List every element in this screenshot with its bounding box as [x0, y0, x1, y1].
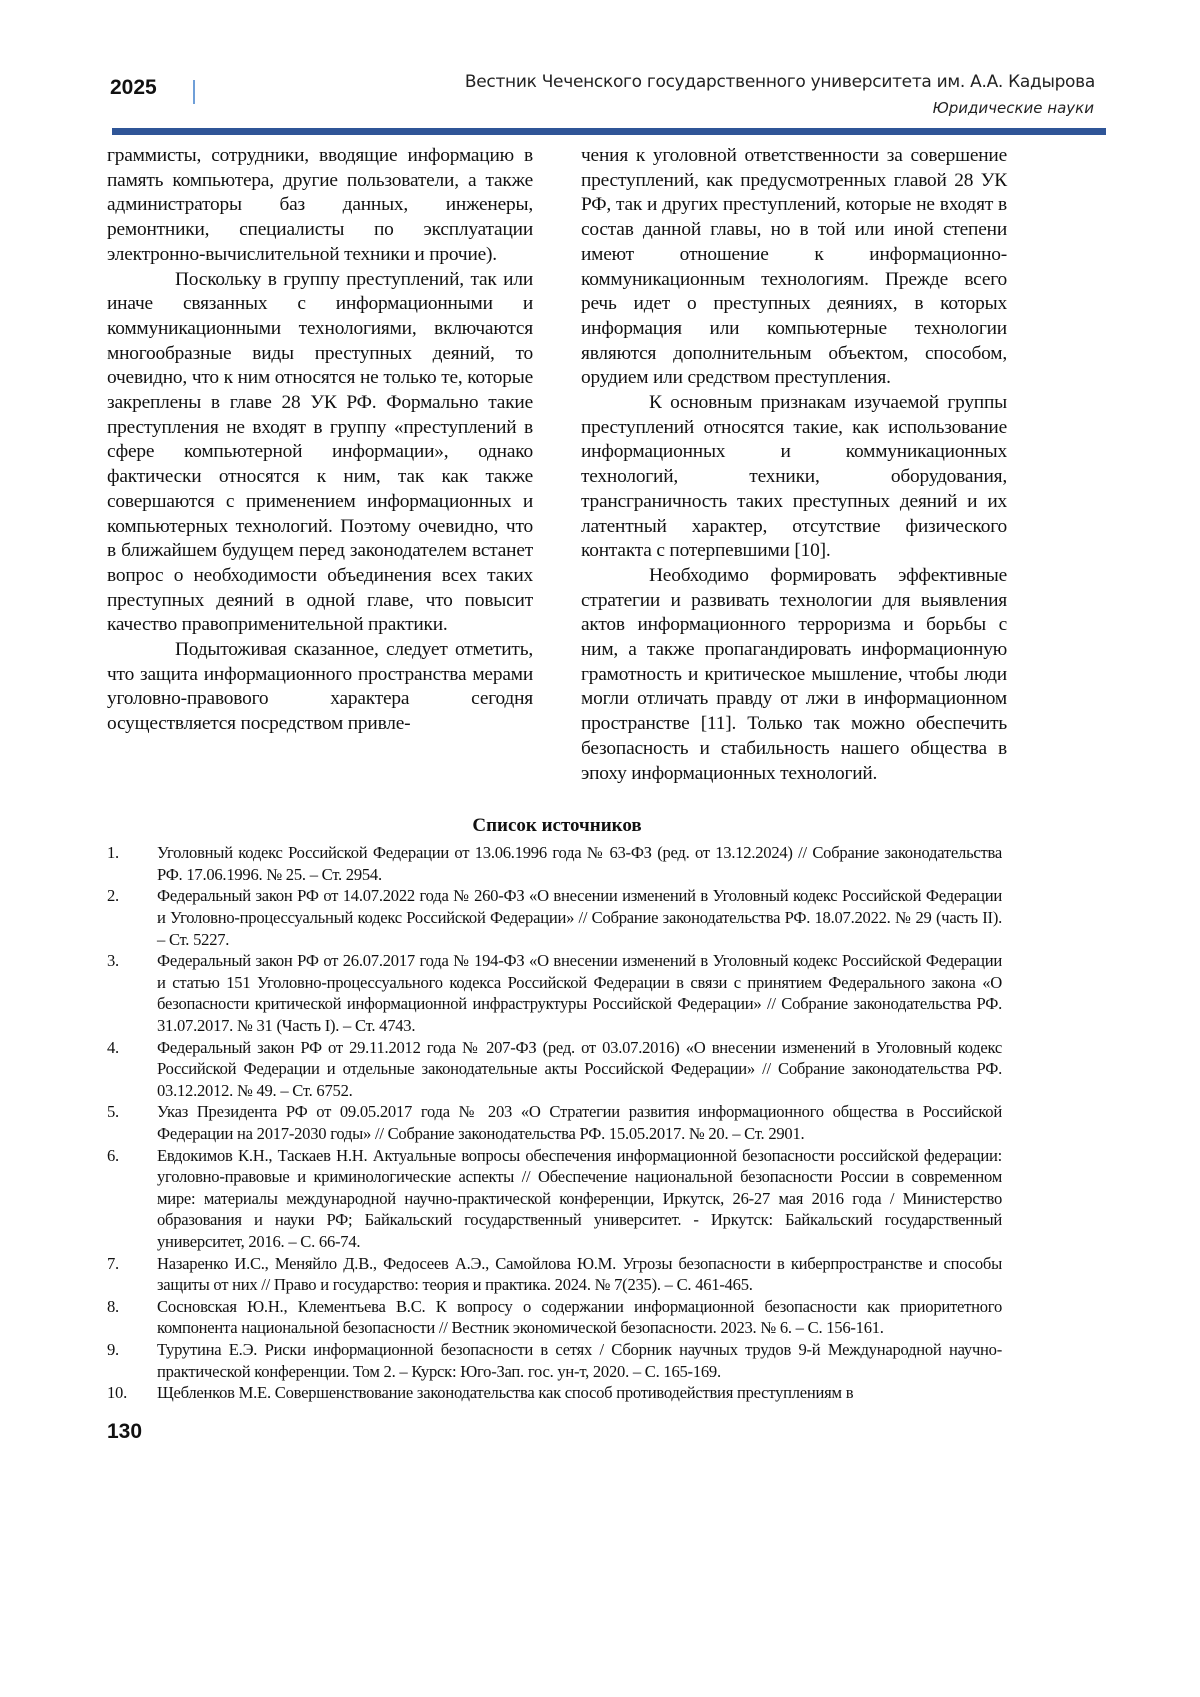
header-year: 2025	[110, 76, 157, 100]
reference-item	[107, 1296, 1002, 1339]
paragraph: Поскольку в группу преступлений, так или иначе связанных с информационными и коммуникационными технологиями, включаются многообразные виды преступных деяний, то очевидно, что к ним относятся не только те, которые закреплены в главе 28 УК РФ. Формально такие преступления не входят в группу «преступлений в сфере компьютерной информации», однако фактически относятся к ним, так как также совершаются с применением информационных и компьютерных технологий. Поэтому очевидно, что в ближайшем будущем перед законодателем встанет вопрос о необходимости объединения всех таких преступных деяний в одной главе, что повысит качество правоприменительной практики.	[107, 268, 533, 639]
reference-text: Турутина Е.Э. Риски информационной безопасности в сетях / Сборник научных трудов 9-й Международной научно-практической конференции. Том 2. – Курск: Юго-Зап. гос. ун-т, 2020. – С. 165-169.	[157, 1339, 1002, 1382]
reference-item	[107, 1101, 1002, 1144]
reference-text: Федеральный закон РФ от 14.07.2022 года № 260-ФЗ «О внесении изменений в Уголовный кодекс Российской Федерации и Уголовно-процессуальный кодекс Российской Федерации» // Собрание законодательства РФ. 18.07.2022. № 29 (часть II). – Ст. 5227.	[157, 885, 1002, 950]
references-list	[107, 842, 1002, 1403]
reference-number: 3.	[107, 950, 157, 1036]
reference-number: 8.	[107, 1296, 157, 1339]
journal-title: Вестник Чеченского государственного университета им. А.А. Кадырова	[465, 72, 1095, 92]
reference-number: 6.	[107, 1145, 157, 1253]
reference-text: Сосновская Ю.Н., Клементьева В.С. К вопросу о содержании информационной безопасности как приоритетного компонента национальной безопасности // Вестник экономической безопасности. 2023. № 6. – С. 156-161.	[157, 1296, 1002, 1339]
reference-text: Евдокимов К.Н., Таскаев Н.Н. Актуальные вопросы обеспечения информационной безопасности российской федерации: уголовно-правовые и криминологические аспекты // Обеспечение национальной безопасности России в современном мире: материалы международной научно-практической конференции, Иркутск, 26-27 мая 2016 года / Министерство образования и науки РФ; Байкальский государственный университет. - Иркутск: Байкальский государственный университет, 2016. – С. 66-74.	[157, 1145, 1002, 1253]
reference-text: Федеральный закон РФ от 29.11.2012 года № 207-ФЗ (ред. от 03.07.2016) «О внесении изменений в Уголовный кодекс Российской Федерации и отдельные законодательные акты Российской Федерации» // Собрание законодательства РФ. 03.12.2012. № 49. – Ст. 6752.	[157, 1037, 1002, 1102]
right-column	[581, 144, 1007, 786]
reference-item	[107, 1339, 1002, 1382]
paragraph: граммисты, сотрудники, вводящие информацию в память компьютера, другие пользователи, а также администраторы баз данных, инженеры, ремонтники, специалисты по эксплуатации электронно-вычислительной техники и прочие).	[107, 144, 533, 268]
reference-number: 10.	[107, 1382, 157, 1404]
reference-text: Назаренко И.С., Меняйло Д.В., Федосеев А.Э., Самойлова Ю.М. Угрозы безопасности в киберпространстве и способы защиты от них // Право и государство: теория и практика. 2024. № 7(235). – С. 461-465.	[157, 1253, 1002, 1296]
reference-number: 2.	[107, 885, 157, 950]
reference-item	[107, 842, 1002, 885]
page-number: 130	[107, 1420, 1007, 1464]
left-column	[107, 144, 533, 786]
reference-item	[107, 1037, 1002, 1102]
reference-item	[107, 885, 1002, 950]
reference-item	[107, 1382, 1002, 1404]
references-title: Список источников	[107, 814, 1007, 838]
paragraph: Необходимо формировать эффективные стратегии и развивать технологии для выявления актов информационного терроризма и борьбы с ним, а также пропагандировать информационную грамотность и критическое мышление, чтобы люди могли отличать правду от лжи в информационном пространстве [11]. Только так можно обеспечить безопасность и стабильность нашего общества в эпоху информационных технологий.	[581, 564, 1007, 786]
article-columns	[107, 144, 1007, 786]
journal-section: Юридические науки	[933, 99, 1094, 117]
paragraph: чения к уголовной ответственности за совершение преступлений, как предусмотренных главой 28 УК РФ, так и других преступлений, которые не входят в состав данной главы, но в той или иной степени имеют отношение к информационно-коммуникационным технологиям. Прежде всего речь идет о преступных деяниях, в которых информация или компьютерные технологии являются дополнительным объектом, способом, орудием или средством преступления.	[581, 144, 1007, 391]
reference-item	[107, 1253, 1002, 1296]
reference-number: 5.	[107, 1101, 157, 1144]
page-body	[0, 0, 1007, 1464]
reference-number: 9.	[107, 1339, 157, 1382]
reference-text: Федеральный закон РФ от 26.07.2017 года № 194-ФЗ «О внесении изменений в Уголовный кодекс Российской Федерации и статью 151 Уголовно-процессуального кодекса Российской Федерации в связи с принятием Федерального закона «О безопасности критической информационной инфраструктуры Российской Федерации» // Собрание законодательства РФ. 31.07.2017. № 31 (Часть I). – Ст. 4743.	[157, 950, 1002, 1036]
reference-text: Уголовный кодекс Российской Федерации от 13.06.1996 года № 63-ФЗ (ред. от 13.12.2024) // Собрание законодательства РФ. 17.06.1996. № 25. – Ст. 2954.	[157, 842, 1002, 885]
paragraph: К основным признакам изучаемой группы преступлений относятся такие, как использование информационных и коммуникационных технологий, техники, оборудования, трансграничность таких преступных деяний и их латентный характер, отсутствие физического контакта с потерпевшими [10].	[581, 391, 1007, 564]
reference-item	[107, 950, 1002, 1036]
reference-number: 7.	[107, 1253, 157, 1296]
reference-text: Указ Президента РФ от 09.05.2017 года № 203 «О Стратегии развития информационного общества в Российской Федерации на 2017-2030 годы» // Собрание законодательства РФ. 15.05.2017. № 20. – Ст. 2901.	[157, 1101, 1002, 1144]
reference-number: 4.	[107, 1037, 157, 1102]
paragraph: Подытоживая сказанное, следует отметить, что защита информационного пространства мерами уголовно-правового характера сегодня осуществляется посредством привле-	[107, 638, 533, 737]
reference-item	[107, 1145, 1002, 1253]
reference-number: 1.	[107, 842, 157, 885]
reference-text: Щебленков М.Е. Совершенствование законодательства как способ противодействия преступлениям в	[157, 1382, 1002, 1404]
